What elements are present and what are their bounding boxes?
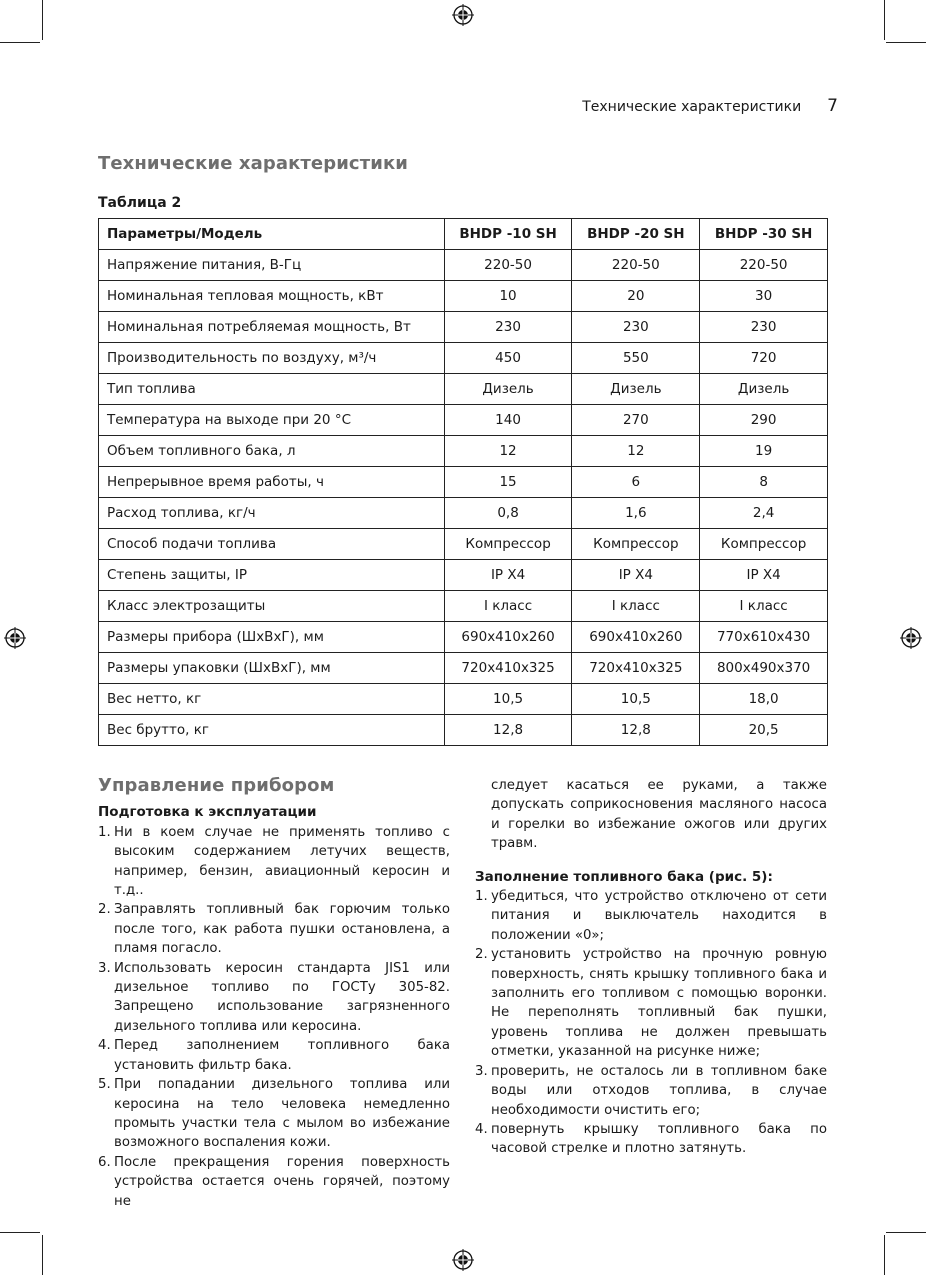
- crop-mark: [0, 1232, 40, 1233]
- prep-heading: Подготовка к эксплуатации: [98, 804, 317, 821]
- value-cell: Дизель: [572, 374, 700, 405]
- list-item-text: Заправлять топливный бак горючим только после того, как работа пушки остановлена, а пламя погасло.: [114, 902, 450, 957]
- value-cell: IP X4: [700, 560, 828, 591]
- value-cell: IP X4: [572, 560, 700, 591]
- value-cell: 1,6: [572, 498, 700, 529]
- table-row: [99, 374, 828, 405]
- value-cell: IP X4: [444, 560, 572, 591]
- table-row: [99, 622, 828, 653]
- value-cell: Дизель: [700, 374, 828, 405]
- value-cell: Компрессор: [444, 529, 572, 560]
- list-item-number: 1.: [475, 889, 488, 905]
- value-cell: 2,4: [700, 498, 828, 529]
- list-item: [98, 823, 450, 901]
- table-row: [99, 684, 828, 715]
- param-cell: Способ подачи топлива: [99, 529, 445, 560]
- value-cell: I класс: [572, 591, 700, 622]
- list-item: [98, 900, 450, 958]
- value-cell: 230: [444, 312, 572, 343]
- list-item-text: повернуть крышку топливного бака по часовой стрелке и плотно затянуть.: [491, 1121, 827, 1157]
- crop-mark: [886, 1232, 926, 1233]
- value-cell: Компрессор: [572, 529, 700, 560]
- crop-mark: [886, 42, 926, 43]
- value-cell: 690x410x260: [572, 622, 700, 653]
- list-item-text: При попадании дизельного топлива или керосина на тело человека немедленно промыть участки тела с мылом во избежание возможного воспаления кожи.: [114, 1077, 450, 1151]
- crop-mark: [884, 1235, 885, 1275]
- table-row: [99, 467, 828, 498]
- value-cell: 270: [572, 405, 700, 436]
- column-header: Параметры/Модель: [99, 219, 445, 250]
- list-item: [475, 887, 827, 945]
- value-cell: 20,5: [700, 715, 828, 746]
- column-header: BHDP -30 SH: [700, 219, 828, 250]
- crop-mark: [42, 1235, 43, 1275]
- param-cell: Номинальная тепловая мощность, кВт: [99, 281, 445, 312]
- crop-mark: [884, 0, 885, 40]
- prep-list: [98, 823, 450, 1211]
- list-item-text: установить устройство на прочную ровную поверхность, снять крышку топливного бака и заполнить его топливом с помощью воронки. Не переполнять топливный бак пушки, уровень топлива не должен превышать отметки, указанной на рисунке ниже;: [491, 947, 827, 1060]
- crop-mark: [42, 0, 43, 40]
- value-cell: 6: [572, 467, 700, 498]
- param-cell: Вес брутто, кг: [99, 715, 445, 746]
- control-left-column: [98, 776, 450, 1211]
- value-cell: 720: [700, 343, 828, 374]
- crop-mark: [0, 42, 40, 43]
- value-cell: 18,0: [700, 684, 828, 715]
- value-cell: 230: [700, 312, 828, 343]
- registration-mark-icon: [452, 4, 474, 26]
- list-item: [98, 1153, 450, 1211]
- param-cell: Тип топлива: [99, 374, 445, 405]
- value-cell: 690x410x260: [444, 622, 572, 653]
- list-item-text: убедиться, что устройство отключено от сети питания и выключатель находится в положении «0»;: [491, 889, 827, 943]
- value-cell: 10: [444, 281, 572, 312]
- value-cell: 12: [444, 436, 572, 467]
- registration-mark-icon: [900, 627, 922, 649]
- value-cell: 550: [572, 343, 700, 374]
- registration-mark-icon: [4, 627, 26, 649]
- value-cell: 12,8: [444, 715, 572, 746]
- value-cell: 220-50: [572, 250, 700, 281]
- table-row: [99, 715, 828, 746]
- table-caption: Таблица 2: [98, 195, 182, 211]
- value-cell: 0,8: [444, 498, 572, 529]
- param-cell: Расход топлива, кг/ч: [99, 498, 445, 529]
- param-cell: Объем топливного бака, л: [99, 436, 445, 467]
- spec-heading: Технические характеристики: [98, 153, 408, 174]
- value-cell: 10,5: [444, 684, 572, 715]
- value-cell: 290: [700, 405, 828, 436]
- value-cell: I класс: [444, 591, 572, 622]
- fill-heading: Заполнение топливного бака (рис. 5):: [475, 868, 773, 885]
- list-item: [475, 945, 827, 1061]
- list-item-number: 2.: [98, 902, 111, 918]
- value-cell: 450: [444, 343, 572, 374]
- list-item-number: 4.: [98, 1038, 111, 1054]
- value-cell: 220-50: [700, 250, 828, 281]
- value-cell: 800x490x370: [700, 653, 828, 684]
- value-cell: I класс: [700, 591, 828, 622]
- table-row: [99, 529, 828, 560]
- table-row: [99, 312, 828, 343]
- value-cell: 220-50: [444, 250, 572, 281]
- value-cell: 8: [700, 467, 828, 498]
- list-item-text: Использовать керосин стандарта JIS1 или дизельное топливо по ГОСТу 305-82. Запрещено использование загрязненного дизельного топлива или керосина.: [114, 960, 450, 1034]
- table-header-row: [99, 219, 828, 250]
- value-cell: 230: [572, 312, 700, 343]
- param-cell: Степень защиты, IP: [99, 560, 445, 591]
- fill-list: [475, 887, 827, 1159]
- list-item-number: 6.: [98, 1154, 111, 1170]
- param-cell: Температура на выходе при 20 °С: [99, 405, 445, 436]
- list-item: [475, 1062, 827, 1120]
- value-cell: 10,5: [572, 684, 700, 715]
- spec-table: [98, 218, 828, 746]
- value-cell: 30: [700, 281, 828, 312]
- list-item: [98, 959, 450, 1037]
- registration-mark-icon: [452, 1249, 474, 1271]
- table-row: [99, 591, 828, 622]
- running-header: [0, 96, 838, 116]
- table-row: [99, 281, 828, 312]
- param-cell: Класс электрозащиты: [99, 591, 445, 622]
- param-cell: Вес нетто, кг: [99, 684, 445, 715]
- value-cell: 12,8: [572, 715, 700, 746]
- value-cell: Компрессор: [700, 529, 828, 560]
- list-item-number: 3.: [475, 1063, 488, 1079]
- list-item-number: 5.: [98, 1077, 111, 1093]
- list-item-number: 2.: [475, 947, 488, 963]
- table-row: [99, 436, 828, 467]
- list-item: [98, 1075, 450, 1153]
- value-cell: 720x410x325: [572, 653, 700, 684]
- value-cell: 20: [572, 281, 700, 312]
- list-item-number: 1.: [98, 824, 111, 840]
- param-cell: Производительность по воздуху, м³/ч: [99, 343, 445, 374]
- param-cell: Размеры упаковки (ШхВхГ), мм: [99, 653, 445, 684]
- table-row: [99, 498, 828, 529]
- running-header-title: Технические характеристики: [582, 99, 802, 115]
- value-cell: 140: [444, 405, 572, 436]
- list-item-text: После прекращения горения поверхность устройства остается очень горячей, поэтому не: [114, 1154, 450, 1209]
- value-cell: 15: [444, 467, 572, 498]
- value-cell: 12: [572, 436, 700, 467]
- value-cell: 720x410x325: [444, 653, 572, 684]
- param-cell: Напряжение питания, В-Гц: [99, 250, 445, 281]
- table-row: [99, 343, 828, 374]
- table-row: [99, 405, 828, 436]
- control-right-column: [475, 776, 827, 1159]
- page-number: 7: [827, 96, 838, 116]
- control-heading: Управление прибором: [98, 775, 335, 796]
- list-item-text: Ни в коем случае не применять топливо с высоким содержанием летучих веществ, например, бензин, авиационный керосин и т.д..: [114, 824, 450, 899]
- continuation-text: следует касаться ее руками, а также допускать соприкосновения масляного насоса и горелки во избежание ожогов или других травм.: [491, 778, 827, 852]
- value-cell: 19: [700, 436, 828, 467]
- list-item: [98, 1036, 450, 1075]
- column-header: BHDP -10 SH: [444, 219, 572, 250]
- param-cell: Размеры прибора (ШхВхГ), мм: [99, 622, 445, 653]
- value-cell: 770x610x430: [700, 622, 828, 653]
- list-item-number: 3.: [98, 960, 111, 976]
- table-row: [99, 653, 828, 684]
- table-row: [99, 250, 828, 281]
- list-item-number: 4.: [475, 1121, 488, 1137]
- table-row: [99, 560, 828, 591]
- value-cell: Дизель: [444, 374, 572, 405]
- list-item: [475, 1120, 827, 1159]
- list-item-text: Перед заполнением топливного бака установить фильтр бака.: [114, 1038, 450, 1073]
- param-cell: Непрерывное время работы, ч: [99, 467, 445, 498]
- param-cell: Номинальная потребляемая мощность, Вт: [99, 312, 445, 343]
- column-header: BHDP -20 SH: [572, 219, 700, 250]
- list-item-text: проверить, не осталось ли в топливном баке воды или отходов топлива, в случае необходимости очистить его;: [491, 1063, 827, 1118]
